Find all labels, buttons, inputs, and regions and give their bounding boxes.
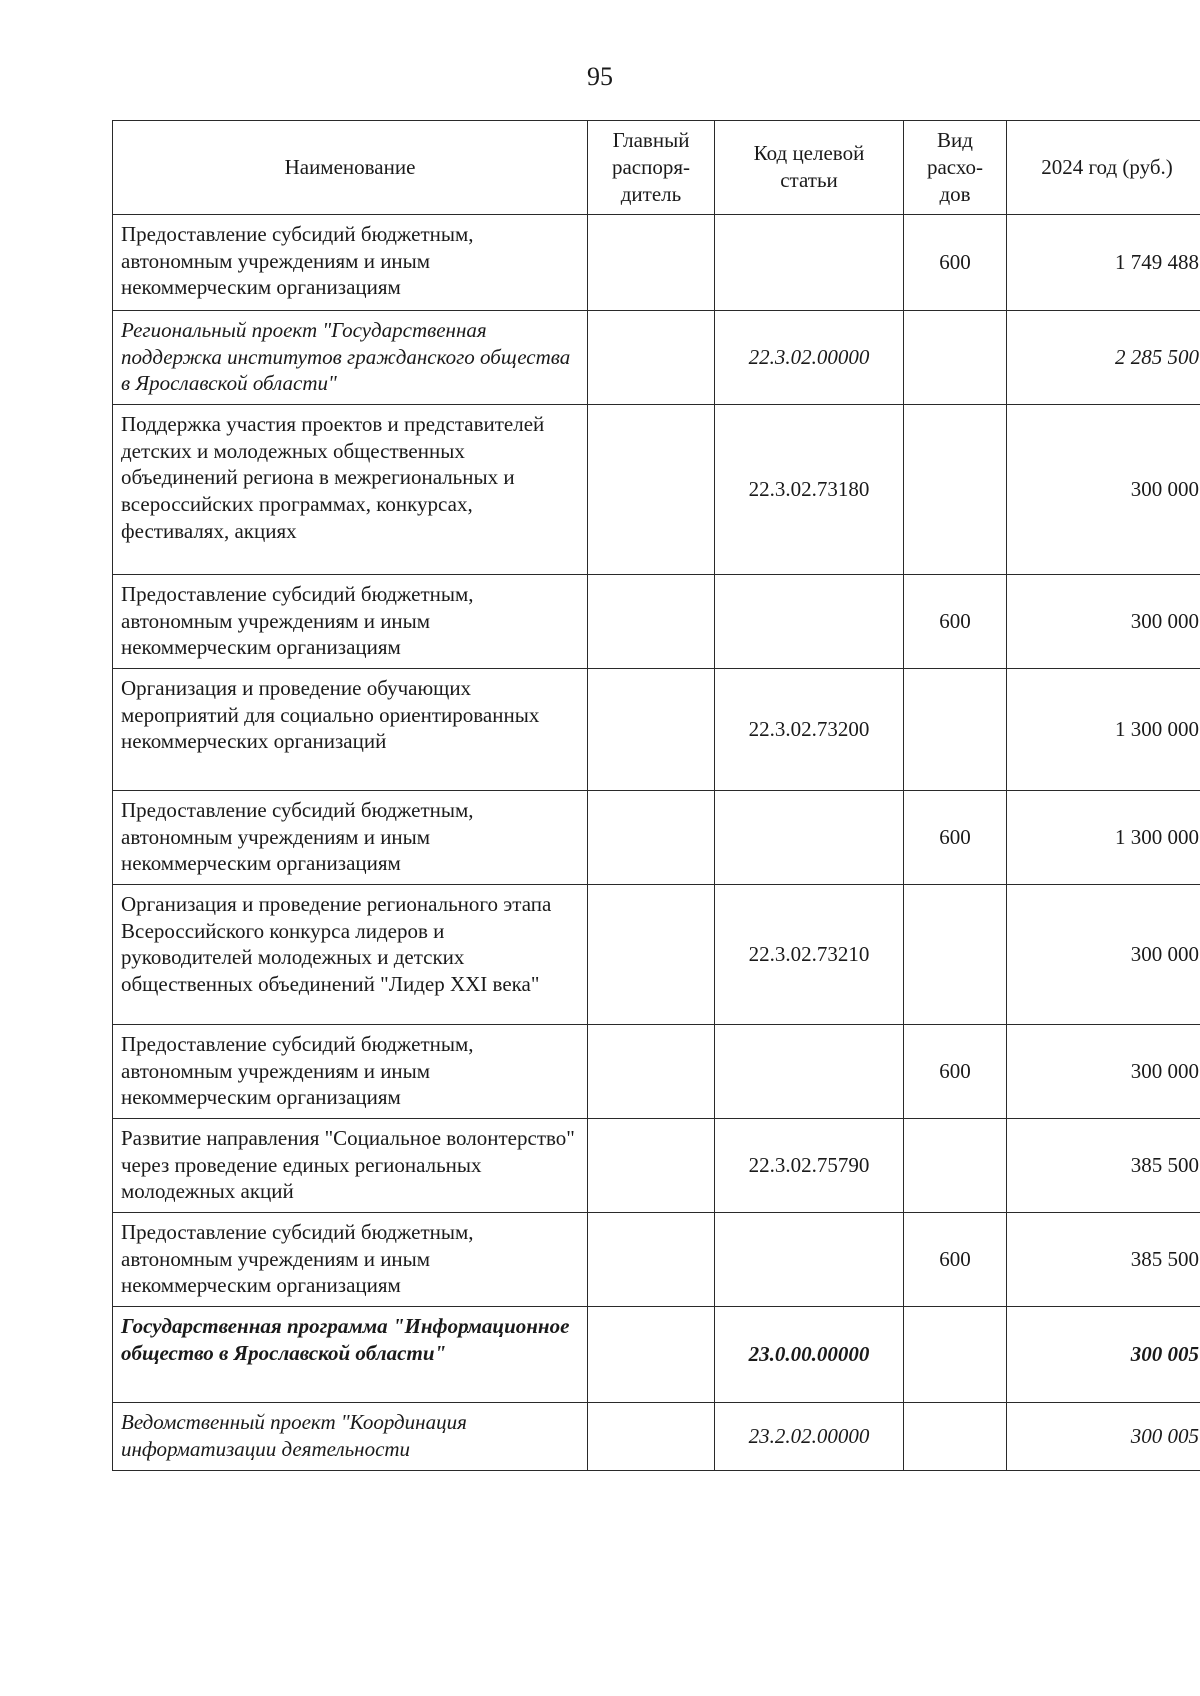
table-row: [113, 404, 1200, 574]
row-target-code-cell: 23.0.00.00000: [715, 1306, 904, 1402]
row-manager-cell: [588, 1402, 715, 1470]
row-name-cell: Предоставление субсидий бюджетным, автономным учреждениям и иным некоммерческим организациям: [113, 1212, 588, 1306]
row-amount-cell: 385 500: [1007, 1212, 1200, 1306]
table-header-row: [113, 121, 1200, 215]
row-manager-cell: [588, 1212, 715, 1306]
header-expense-type: Вид расхо-дов: [904, 121, 1007, 215]
row-target-code-cell: 22.3.02.73210: [715, 884, 904, 1024]
row-expense-type-cell: [904, 1306, 1007, 1402]
row-expense-type-cell: [904, 884, 1007, 1024]
row-target-code-cell: [715, 574, 904, 668]
row-amount-cell: 1 749 488: [1007, 214, 1200, 310]
table-row: [113, 1402, 1200, 1470]
row-target-code-cell: 22.3.02.00000: [715, 310, 904, 404]
row-manager-cell: [588, 1306, 715, 1402]
header-year-amount: 2024 год (руб.): [1007, 121, 1200, 215]
row-expense-type-cell: 600: [904, 1024, 1007, 1118]
row-manager-cell: [588, 1024, 715, 1118]
row-name-cell: Предоставление субсидий бюджетным, автономным учреждениям и иным некоммерческим организациям: [113, 1024, 588, 1118]
row-name-cell: Региональный проект "Государственная поддержка институтов гражданского общества в Ярославской области": [113, 310, 588, 404]
row-target-code-cell: 22.3.02.73180: [715, 404, 904, 574]
table-row: [113, 668, 1200, 790]
row-target-code-cell: [715, 214, 904, 310]
table-row: [113, 214, 1200, 310]
row-target-code-cell: [715, 1024, 904, 1118]
row-expense-type-cell: 600: [904, 214, 1007, 310]
row-amount-cell: 300 000: [1007, 404, 1200, 574]
row-amount-cell: 1 300 000: [1007, 790, 1200, 884]
row-manager-cell: [588, 884, 715, 1024]
row-target-code-cell: 22.3.02.73200: [715, 668, 904, 790]
row-amount-cell: 300 005: [1007, 1306, 1200, 1402]
table-row: [113, 310, 1200, 404]
table-row: [113, 790, 1200, 884]
row-expense-type-cell: [904, 1118, 1007, 1212]
row-manager-cell: [588, 790, 715, 884]
row-name-cell: Предоставление субсидий бюджетным, автономным учреждениям и иным некоммерческим организациям: [113, 574, 588, 668]
row-name-cell: Поддержка участия проектов и представителей детских и молодежных общественных объединений региона в межрегиональных и всероссийских программах, конкурсах, фестивалях, акциях: [113, 404, 588, 574]
table-row: [113, 574, 1200, 668]
row-amount-cell: 300 005: [1007, 1402, 1200, 1470]
row-amount-cell: 300 000: [1007, 574, 1200, 668]
row-expense-type-cell: 600: [904, 790, 1007, 884]
row-manager-cell: [588, 310, 715, 404]
header-manager: Главный распоря-дитель: [588, 121, 715, 215]
row-expense-type-cell: [904, 1402, 1007, 1470]
row-name-cell: Предоставление субсидий бюджетным, автономным учреждениям и иным некоммерческим организациям: [113, 214, 588, 310]
row-name-cell: Развитие направления "Социальное волонтерство" через проведение единых региональных молодежных акций: [113, 1118, 588, 1212]
row-expense-type-cell: [904, 310, 1007, 404]
row-target-code-cell: [715, 1212, 904, 1306]
row-name-cell: Предоставление субсидий бюджетным, автономным учреждениям и иным некоммерческим организациям: [113, 790, 588, 884]
row-manager-cell: [588, 668, 715, 790]
row-target-code-cell: 22.3.02.75790: [715, 1118, 904, 1212]
row-target-code-cell: 23.2.02.00000: [715, 1402, 904, 1470]
row-name-cell: Организация и проведение обучающих мероприятий для социально ориентированных некоммерческих организаций: [113, 668, 588, 790]
row-manager-cell: [588, 574, 715, 668]
row-expense-type-cell: [904, 404, 1007, 574]
row-amount-cell: 1 300 000: [1007, 668, 1200, 790]
header-target-code: Код целевой статьи: [715, 121, 904, 215]
table-row: [113, 1024, 1200, 1118]
row-amount-cell: 2 285 500: [1007, 310, 1200, 404]
table-row: [113, 1212, 1200, 1306]
row-expense-type-cell: [904, 668, 1007, 790]
row-name-cell: Государственная программа "Информационное общество в Ярославской области": [113, 1306, 588, 1402]
row-manager-cell: [588, 214, 715, 310]
row-amount-cell: 300 000: [1007, 1024, 1200, 1118]
row-amount-cell: 300 000: [1007, 884, 1200, 1024]
row-expense-type-cell: 600: [904, 574, 1007, 668]
table-row: [113, 1306, 1200, 1402]
page-number: 95: [587, 62, 613, 91]
row-expense-type-cell: 600: [904, 1212, 1007, 1306]
table-row: [113, 1118, 1200, 1212]
row-manager-cell: [588, 1118, 715, 1212]
row-name-cell: Ведомственный проект "Координация информатизации деятельности: [113, 1402, 588, 1470]
row-target-code-cell: [715, 790, 904, 884]
table-body: [113, 214, 1200, 1470]
row-manager-cell: [588, 404, 715, 574]
budget-table: [112, 120, 1200, 1471]
table-row: [113, 884, 1200, 1024]
row-name-cell: Организация и проведение регионального этапа Всероссийского конкурса лидеров и руководителей молодежных и детских общественных объединений "Лидер XXI века": [113, 884, 588, 1024]
row-amount-cell: 385 500: [1007, 1118, 1200, 1212]
header-name: Наименование: [113, 121, 588, 215]
